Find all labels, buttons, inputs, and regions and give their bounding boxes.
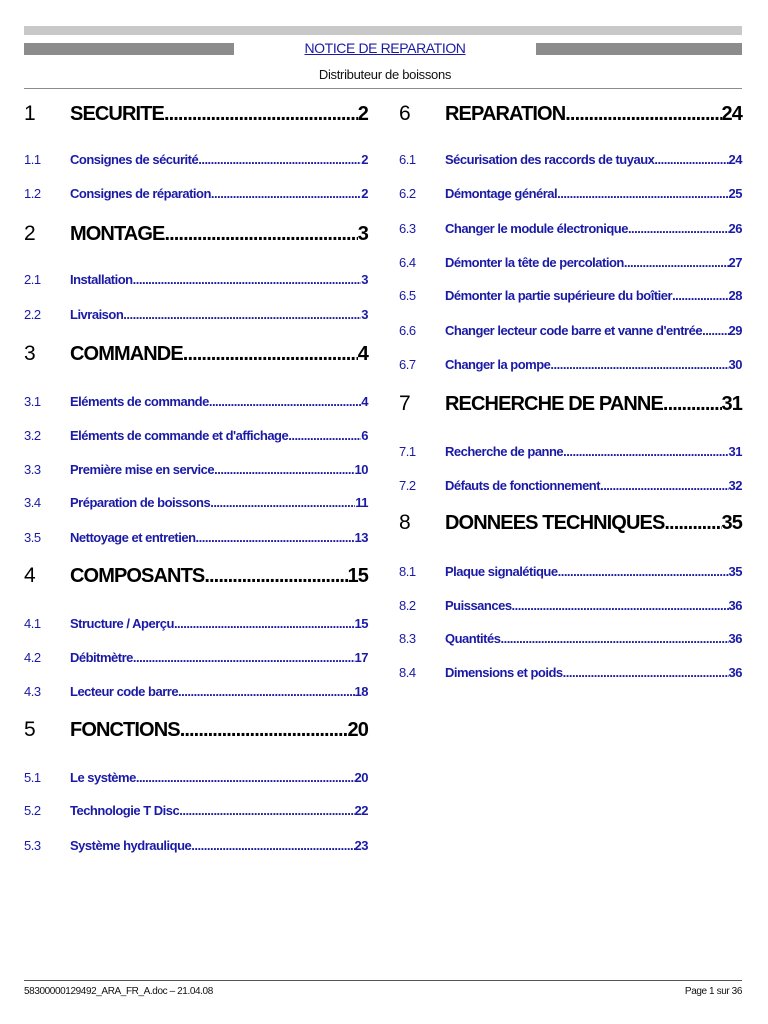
- toc-section-entry[interactable]: [24, 650, 368, 665]
- toc-entry-page: 24: [721, 103, 742, 125]
- toc-entry-number: 7.2: [399, 478, 416, 493]
- toc-entry-page: 2: [357, 103, 368, 125]
- toc-dot-leader: [563, 444, 728, 459]
- toc-entry-title: Première mise en service: [70, 462, 215, 477]
- toc-dot-leader: [191, 838, 354, 853]
- toc-section-entry[interactable]: [399, 665, 742, 680]
- toc-entry-title: Système hydraulique: [70, 838, 192, 853]
- toc-section-entry[interactable]: [24, 530, 368, 545]
- toc-entry-number: 4: [24, 564, 35, 587]
- toc-section-entry[interactable]: [399, 357, 742, 372]
- toc-entry-number: 6.2: [399, 186, 416, 201]
- toc-entry-page: 3: [357, 223, 368, 245]
- toc-entry-page: 31: [728, 444, 742, 459]
- toc-entry-number: 6.1: [399, 152, 416, 167]
- toc-entry-number: 3.1: [24, 394, 41, 409]
- toc-entry-page: 31: [721, 393, 742, 415]
- toc-entry-page: 23: [354, 838, 368, 853]
- toc-section-entry[interactable]: [24, 616, 368, 631]
- toc-entry-page: 3: [361, 307, 368, 322]
- toc-chapter-entry[interactable]: [399, 392, 742, 416]
- toc-entry-title: Le système: [70, 770, 136, 785]
- toc-dot-leader: [204, 565, 347, 588]
- toc-dot-leader: [663, 393, 722, 416]
- toc-section-entry[interactable]: [399, 564, 742, 579]
- toc-entry-title: Installation: [70, 272, 133, 287]
- toc-chapter-entry[interactable]: [24, 102, 368, 126]
- toc-entry-number: 3.4: [24, 495, 41, 510]
- toc-entry-number: 5.1: [24, 770, 41, 785]
- toc-entry-number: 6.6: [399, 323, 416, 338]
- toc-section-entry[interactable]: [24, 272, 368, 287]
- toc-entry-number: 4.3: [24, 684, 41, 699]
- toc-entry-title: Eléments de commande: [70, 394, 209, 409]
- toc-entry-page: 36: [728, 665, 742, 680]
- toc-section-entry[interactable]: [24, 394, 368, 409]
- toc-entry-title: Sécurisation des raccords de tuyaux: [445, 152, 655, 167]
- toc-section-entry[interactable]: [24, 428, 368, 443]
- toc-section-entry[interactable]: [399, 221, 742, 236]
- toc-entry-title: Démontage général: [445, 186, 558, 201]
- toc-section-entry[interactable]: [24, 838, 368, 853]
- toc-entry-title: Lecteur code barre: [70, 684, 179, 699]
- toc-entry-title: Dimensions et poids: [445, 665, 563, 680]
- toc-entry-number: 2.1: [24, 272, 41, 287]
- toc-section-entry[interactable]: [24, 462, 368, 477]
- toc-entry-title: MONTAGE: [70, 223, 165, 245]
- toc-section-entry[interactable]: [399, 598, 742, 613]
- toc-entry-page: 35: [721, 512, 742, 534]
- toc-dot-leader: [210, 495, 355, 510]
- toc-entry-page: 36: [728, 598, 742, 613]
- toc-section-entry[interactable]: [24, 770, 368, 785]
- toc-entry-title: Quantités: [445, 631, 501, 646]
- footer-divider: [24, 980, 742, 981]
- toc-entry-page: 36: [728, 631, 742, 646]
- toc-entry-title: Structure / Aperçu: [70, 616, 174, 631]
- toc-dot-leader: [136, 770, 355, 785]
- toc-entry-page: 17: [354, 650, 368, 665]
- toc-section-entry[interactable]: [24, 307, 368, 322]
- toc-entry-title: COMPOSANTS: [70, 565, 205, 587]
- toc-dot-leader: [209, 394, 361, 409]
- toc-entry-title: Livraison: [70, 307, 124, 322]
- toc-entry-number: 6.7: [399, 357, 416, 372]
- toc-entry-page: 35: [728, 564, 742, 579]
- toc-dot-leader: [178, 684, 354, 699]
- toc-entry-title: DONNEES TECHNIQUES: [445, 512, 665, 534]
- toc-entry-number: 4.2: [24, 650, 41, 665]
- toc-entry-number: 1: [24, 102, 35, 125]
- toc-dot-leader: [214, 462, 354, 477]
- toc-entry-page: 3: [361, 272, 368, 287]
- header-band-right: [536, 43, 742, 55]
- toc-section-entry[interactable]: [399, 255, 742, 270]
- toc-entry-title: COMMANDE: [70, 343, 183, 365]
- toc-entry-number: 1.1: [24, 152, 41, 167]
- toc-entry-page: 25: [728, 186, 742, 201]
- toc-entry-title: Eléments de commande et d'affichage: [70, 428, 289, 443]
- toc-entry-title: Consignes de réparation: [70, 186, 211, 201]
- toc-entry-number: 8.3: [399, 631, 416, 646]
- toc-entry-number: 2: [24, 222, 35, 245]
- toc-dot-leader: [288, 428, 361, 443]
- toc-entry-page: 20: [347, 719, 368, 741]
- toc-entry-page: 26: [728, 221, 742, 236]
- toc-dot-leader: [654, 152, 728, 167]
- toc-dot-leader: [628, 221, 729, 236]
- toc-entry-number: 8.2: [399, 598, 416, 613]
- toc-section-entry[interactable]: [399, 444, 742, 459]
- toc-section-entry[interactable]: [399, 478, 742, 493]
- footer-page-number: Page 1 sur 36: [684, 986, 742, 997]
- toc-section-entry[interactable]: [24, 803, 368, 818]
- toc-entry-title: Changer lecteur code barre et vanne d'entrée: [445, 323, 703, 338]
- toc-entry-title: Plaque signalétique: [445, 564, 558, 579]
- toc-dot-leader: [500, 631, 728, 646]
- toc-entry-number: 6.5: [399, 288, 416, 303]
- toc-chapter-entry[interactable]: [399, 511, 742, 535]
- toc-entry-title: FONCTIONS: [70, 719, 180, 741]
- toc-dot-leader: [164, 103, 358, 126]
- toc-entry-title: Défauts de fonctionnement: [445, 478, 601, 493]
- toc-entry-page: 6: [361, 428, 368, 443]
- toc-dot-leader: [198, 152, 361, 167]
- toc-entry-title: Démonter la partie supérieure du boîtier: [445, 288, 673, 303]
- toc-entry-page: 15: [347, 565, 368, 587]
- toc-entry-title: Recherche de panne: [445, 444, 564, 459]
- toc-entry-number: 5.3: [24, 838, 41, 853]
- document-title: NOTICE DE REPARATION: [304, 40, 466, 56]
- toc-dot-leader: [180, 719, 348, 742]
- toc-entry-page: 4: [361, 394, 368, 409]
- toc-dot-leader: [123, 307, 361, 322]
- toc-entry-page: 27: [728, 255, 742, 270]
- toc-entry-number: 5: [24, 718, 35, 741]
- toc-entry-title: SECURITE: [70, 103, 164, 125]
- toc-dot-leader: [196, 530, 355, 545]
- toc-entry-number: 7: [399, 392, 410, 415]
- toc-entry-title: REPARATION: [445, 103, 566, 125]
- toc-dot-leader: [211, 186, 361, 201]
- toc-entry-page: 13: [354, 530, 368, 545]
- toc-section-entry[interactable]: [24, 495, 368, 510]
- header-band-left: [24, 43, 234, 55]
- toc-dot-leader: [183, 343, 358, 366]
- toc-entry-number: 6.4: [399, 255, 416, 270]
- toc-entry-page: 20: [354, 770, 368, 785]
- toc-chapter-entry[interactable]: [24, 718, 368, 742]
- toc-entry-page: 18: [354, 684, 368, 699]
- toc-entry-title: Puissances: [445, 598, 512, 613]
- toc-chapter-entry[interactable]: [24, 342, 368, 366]
- toc-dot-leader: [133, 272, 362, 287]
- toc-chapter-entry[interactable]: [24, 564, 368, 588]
- toc-entry-page: 32: [728, 478, 742, 493]
- toc-entry-number: 6: [399, 102, 410, 125]
- toc-dot-leader: [133, 650, 355, 665]
- toc-section-entry[interactable]: [399, 288, 742, 303]
- toc-entry-number: 8.1: [399, 564, 416, 579]
- toc-dot-leader: [557, 186, 728, 201]
- toc-entry-number: 1.2: [24, 186, 41, 201]
- toc-dot-leader: [624, 255, 729, 270]
- toc-entry-page: 29: [728, 323, 742, 338]
- toc-entry-title: Préparation de boissons: [70, 495, 211, 510]
- toc-entry-title: Changer le module électronique: [445, 221, 628, 236]
- toc-entry-number: 3.2: [24, 428, 41, 443]
- toc-section-entry[interactable]: [24, 684, 368, 699]
- toc-entry-title: Démonter la tête de percolation: [445, 255, 624, 270]
- toc-dot-leader: [550, 357, 728, 372]
- toc-entry-number: 3: [24, 342, 35, 365]
- toc-entry-number: 8.4: [399, 665, 416, 680]
- toc-entry-title: Changer la pompe: [445, 357, 551, 372]
- toc-entry-number: 8: [399, 511, 410, 534]
- toc-entry-page: 22: [354, 803, 368, 818]
- toc-entry-title: Débitmètre: [70, 650, 133, 665]
- toc-dot-leader: [672, 288, 728, 303]
- toc-entry-number: 4.1: [24, 616, 41, 631]
- toc-entry-page: 15: [354, 616, 368, 631]
- toc-entry-page: 11: [355, 495, 368, 510]
- toc-dot-leader: [558, 564, 729, 579]
- toc-entry-page: 24: [728, 152, 742, 167]
- toc-dot-leader: [664, 512, 721, 535]
- toc-dot-leader: [563, 665, 729, 680]
- toc-entry-page: 2: [361, 186, 368, 201]
- toc-entry-title: Technologie T Disc: [70, 803, 180, 818]
- toc-section-entry[interactable]: [399, 323, 742, 338]
- toc-entry-number: 6.3: [399, 221, 416, 236]
- toc-entry-page: 2: [361, 152, 368, 167]
- toc-entry-page: 28: [728, 288, 742, 303]
- footer-document-ref: 58300000129492_ARA_FR_A.doc – 21.04.08: [24, 986, 213, 997]
- toc-section-entry[interactable]: [399, 186, 742, 201]
- toc-entry-number: 2.2: [24, 307, 41, 322]
- toc-entry-number: 7.1: [399, 444, 416, 459]
- toc-chapter-entry[interactable]: [24, 222, 368, 246]
- toc-entry-title: Nettoyage et entretien: [70, 530, 196, 545]
- toc-dot-leader: [174, 616, 355, 631]
- toc-chapter-entry[interactable]: [399, 102, 742, 126]
- toc-dot-leader: [600, 478, 728, 493]
- toc-entry-title: RECHERCHE DE PANNE: [445, 393, 663, 415]
- toc-dot-leader: [512, 598, 729, 613]
- toc-dot-leader: [179, 803, 354, 818]
- top-border-bar: [24, 26, 742, 35]
- toc-section-entry[interactable]: [24, 152, 368, 167]
- toc-entry-page: 4: [357, 343, 368, 365]
- toc-entry-title: Consignes de sécurité: [70, 152, 199, 167]
- toc-section-entry[interactable]: [399, 152, 742, 167]
- toc-section-entry[interactable]: [24, 186, 368, 201]
- header-divider: [24, 88, 742, 89]
- toc-entry-page: 30: [728, 357, 742, 372]
- document-subtitle: Distributeur de boissons: [318, 67, 452, 82]
- toc-entry-number: 5.2: [24, 803, 41, 818]
- toc-dot-leader: [164, 223, 357, 246]
- toc-entry-number: 3.5: [24, 530, 41, 545]
- toc-entry-number: 3.3: [24, 462, 41, 477]
- toc-dot-leader: [702, 323, 728, 338]
- toc-dot-leader: [565, 103, 721, 126]
- toc-entry-page: 10: [354, 462, 368, 477]
- toc-section-entry[interactable]: [399, 631, 742, 646]
